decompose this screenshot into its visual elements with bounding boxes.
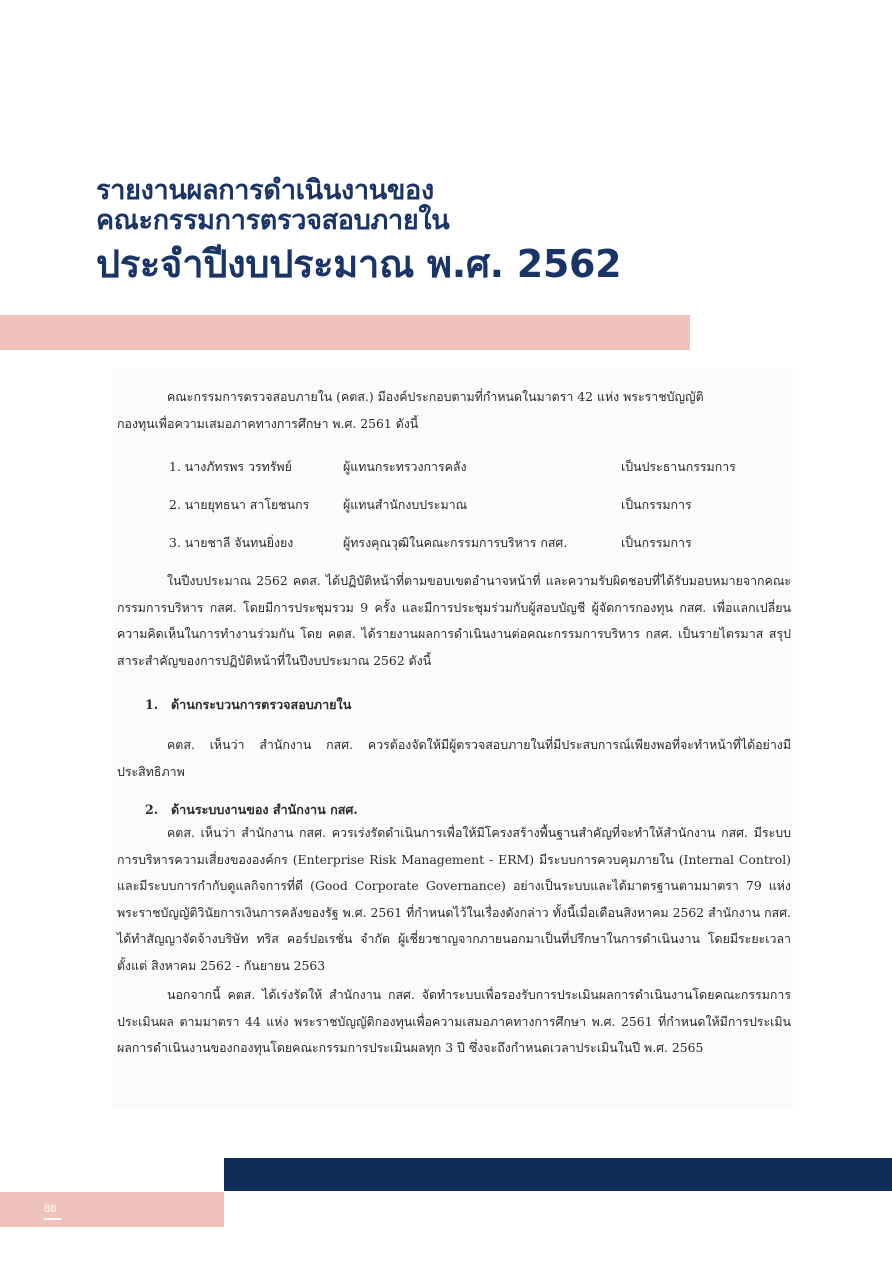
- member-role: ผู้แทนกระทรวงการคลัง: [343, 459, 467, 474]
- section-title: ด้านกระบวนการตรวจสอบภายใน: [171, 697, 352, 712]
- systems-text: คตส. เห็นว่า สำนักงาน กสศ. ควรเร่งรัดดำเนินการเพื่อให้มีโครงสร้างพื้นฐานสำคัญที่จะทำให้สำนักงาน กสศ. มีระบบการบริหารความเสี่ยงขององค์กร (Enterprise Risk Management - ERM) มีระบบการควบคุมภายใน (Internal Control) และมีระบบการกำกับดูแลกิจการที่ดี (Good Corporate Governance) อย่างเป็นระบบและได้มาตรฐานตามมาตรา 79 แห่งพระราชบัญญัติวินัยการเงินการคลังของรัฐ พ.ศ. 2561 ที่กำหนดไว้ในเรื่องดังกล่าว ทั้งนี้เมื่อเดือนสิงหาคม 2562 สำนักงาน กสศ. ได้ทำสัญญาจัดจ้างบริษัท ทริส คอร์ปอเรชั่น จำกัด ผู้เชี่ยวชาญจากภายนอกมาเป็นที่ปรึกษาในการดำเนินงาน โดยมีระยะเวลาตั้งแต่ สิงหาคม 2562 - กันยายน 2563: [117, 825, 791, 973]
- footer-navy-bar: [224, 1158, 892, 1191]
- internal-audit-text: คตส. เห็นว่า สำนักงาน กสศ. ควรต้องจัดให้มีผู้ตรวจสอบภายในที่มีประสบการณ์เพียงพอที่จะทำหน้าที่ได้อย่างมีประสิทธิภาพ: [117, 737, 791, 779]
- title-line-1: รายงานผลการดำเนินงานของ: [96, 175, 434, 206]
- annual-summary-text: ในปีงบประมาณ 2562 คตส. ได้ปฏิบัติหน้าที่ตามขอบเขตอำนาจหน้าที่ และความรับผิดชอบที่ได้รับมอบหมายจากคณะกรรมการบริหาร กสศ. โดยมีการประชุมรวม 9 ครั้ง และมีการประชุมร่วมกับผู้สอบบัญชี ผู้จัดการกองทุน กสศ. เพื่อแลกเปลี่ยนความคิดเห็นในการทำงานร่วมกัน โดย คตส. ได้รายงานผลการดำเนินงานต่อคณะกรรมการบริหาร กสศ. เป็นรายไตรมาส สรุปสาระสำคัญของการปฏิบัติหน้าที่ในปีงบประมาณ 2562 ดังนี้: [117, 573, 791, 668]
- page-number-underline: [44, 1218, 61, 1220]
- title-line-3: ประจำปีงบประมาณ พ.ศ. 2562: [96, 242, 622, 286]
- member-position: เป็นกรรมการ: [621, 497, 692, 512]
- member-position: เป็นประธานกรรมการ: [621, 459, 736, 474]
- member-position: เป็นกรรมการ: [621, 535, 692, 550]
- section-number: 2.: [145, 802, 159, 817]
- section-number: 1.: [145, 697, 159, 712]
- page-number: 88: [44, 1203, 57, 1215]
- section-heading-2: [145, 800, 358, 820]
- member-role: ผู้แทนสำนักงบประมาณ: [343, 497, 468, 512]
- title-accent-band: [0, 315, 690, 350]
- evaluation-paragraph: [117, 982, 791, 1062]
- scanned-document: [113, 368, 793, 1110]
- internal-audit-paragraph: [117, 732, 791, 785]
- intro-line-1: คณะกรรมการตรวจสอบภายใน (คตส.) มีองค์ประกอบตามที่กำหนดในมาตรา 42 แห่ง พระราชบัญญัติ: [167, 389, 704, 404]
- report-title: [96, 176, 621, 288]
- member-name: 3. นายชาลี จันทนยิ่งยง: [169, 535, 294, 550]
- footer-pink-block: [0, 1192, 224, 1227]
- intro-line-2: กองทุนเพื่อความเสมอภาคทางการศึกษา พ.ศ. 2561 ดังนี้: [117, 415, 419, 431]
- annual-summary-paragraph: [117, 568, 791, 674]
- intro-paragraph: [117, 384, 791, 437]
- member-row: [169, 496, 793, 518]
- section-heading-1: [145, 695, 351, 715]
- title-line-2: คณะกรรมการตรวจสอบภายใน: [96, 205, 450, 236]
- systems-paragraph: [117, 820, 791, 979]
- evaluation-text: นอกจากนี้ คตส. ได้เร่งรัดให้ สำนักงาน กสศ. จัดทำระบบเพื่อรองรับการประเมินผลการดำเนินงานโดยคณะกรรมการประเมินผล ตามมาตรา 44 แห่ง พระราชบัญญัติกองทุนเพื่อความเสมอภาคทางการศึกษา พ.ศ. 2561 ที่กำหนดให้มีการประเมินผลการดำเนินงานของกองทุนโดยคณะกรรมการประเมินผลทุก 3 ปี ซึ่งจะถึงกำหนดเวลาประเมินในปี พ.ศ. 2565: [117, 987, 791, 1055]
- member-name: 1. นางภัทรพร วรทรัพย์: [169, 459, 292, 474]
- section-title: ด้านระบบงานของ สำนักงาน กสศ.: [171, 802, 358, 817]
- member-row: [169, 534, 793, 556]
- member-name: 2. นายยุทธนา สาโยชนกร: [169, 497, 310, 512]
- member-row: [169, 458, 793, 480]
- member-role: ผู้ทรงคุณวุฒิในคณะกรรมการบริหาร กสศ.: [343, 535, 568, 550]
